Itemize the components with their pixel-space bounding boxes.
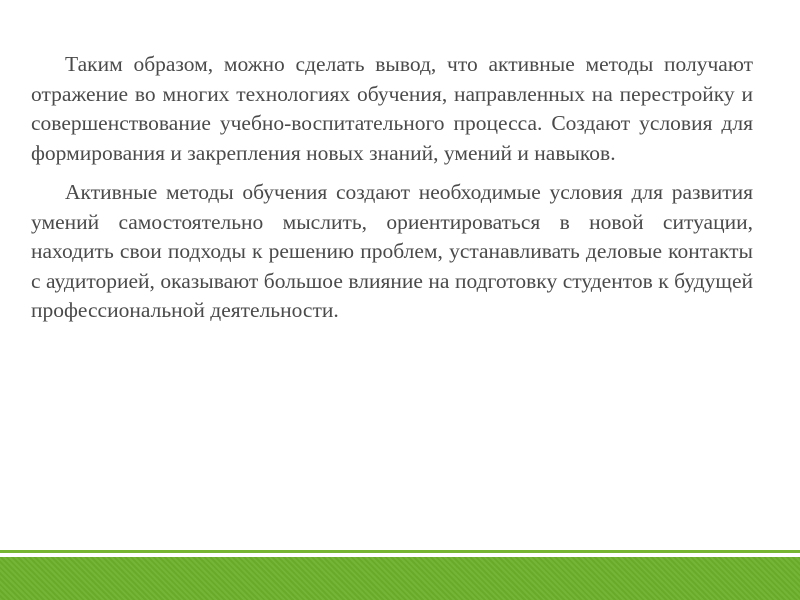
footer-bar	[0, 557, 800, 600]
footer-accent-line	[0, 550, 800, 553]
paragraph-1: Таким образом, можно сделать вывод, что активные методы получают отражение во многих технологиях обучения, направленных на перестройку и совершенствование учебно-воспитательного процесса. Создают условия для формирования и закрепления новых знаний, умений и навыков.	[31, 52, 753, 165]
slide-body	[31, 50, 753, 336]
paragraph-2: Активные методы обучения создают необходимые условия для развития умений самостоятельно мыслить, ориентироваться в новой ситуации, находить свои подходы к решению проблем, устанавливать деловые контакты с аудиторией, оказывают большое влияние на подготовку студентов к будущей профессиональной деятельности.	[31, 180, 753, 322]
